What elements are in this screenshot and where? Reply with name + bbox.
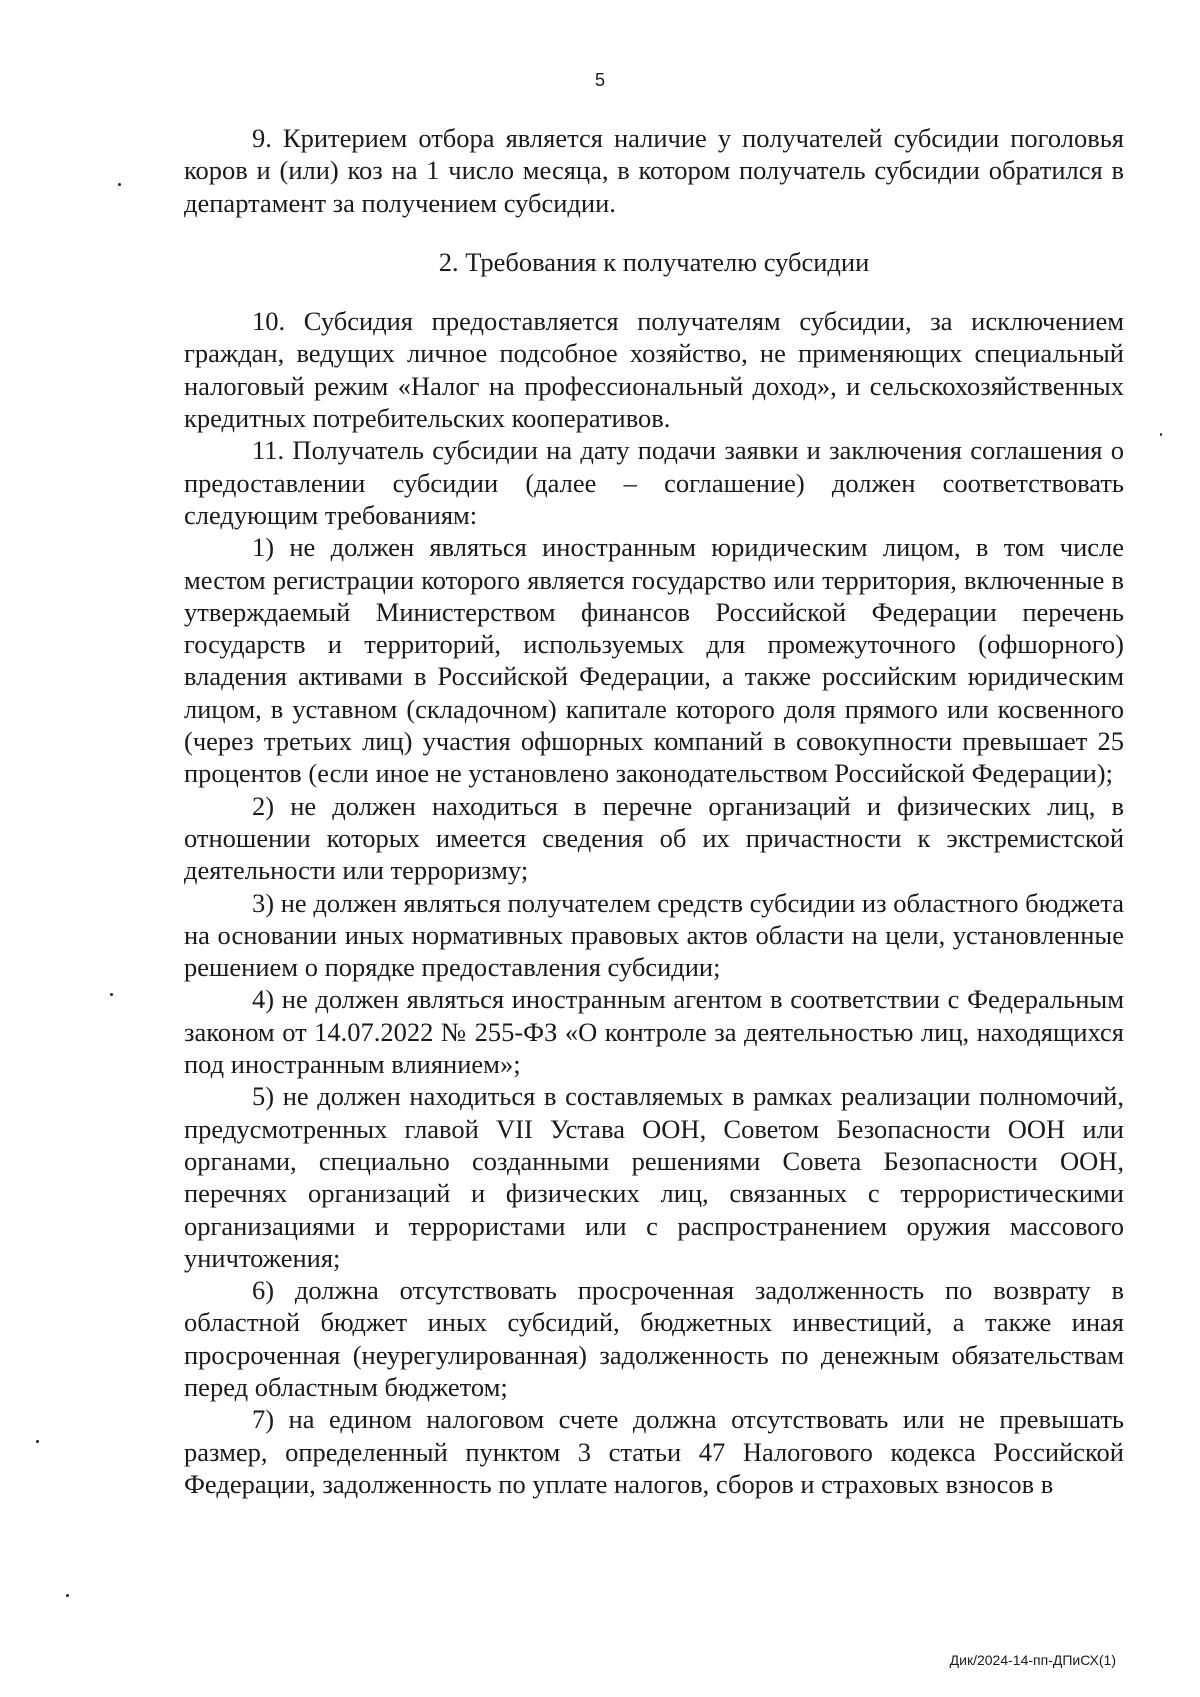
requirement-item-2: 2) не должен находиться в перечне организаций и физических лиц, в отношении которых имеется сведения об их причастности к экстремистской деятельности или терроризму;	[184, 790, 1124, 886]
scan-speck	[1160, 433, 1162, 436]
paragraph-10: 10. Субсидия предоставляется получателям субсидии, за исключением граждан, ведущих личное подсобное хозяйство, не применяющих специальный налоговый режим «Налог на профессиональный доход», и сельскохозяйственных кредитных потребительских кооперативов.	[184, 306, 1124, 434]
scan-speck	[110, 993, 113, 996]
scan-speck	[36, 1440, 39, 1443]
scan-speck	[66, 1594, 69, 1597]
requirement-item-4: 4) не должен являться иностранным агентом в соответствии с Федеральным законом от 14.07.2022 № 255-ФЗ «О контроле за деятельностью лиц, находящихся под иностранным влиянием»;	[184, 984, 1124, 1080]
page-number: 5	[594, 70, 605, 90]
spacer	[184, 219, 1124, 246]
requirement-item-1: 1) не должен являться иностранным юридическим лицом, в том числе местом регистрации которого является государство или территория, включенные в утверждаемый Министерством финансов Российской Федерации перечень государств и территорий, используемых для промежуточного (офшорного) владения активами в Российской Федерации, а также российским юридическим лицом, в уставном (складочном) капитале которого доля прямого или косвенного (через третьих лиц) участия офшорных компаний в совокупности превышает 25 процентов (если иное не установлено законодательством Российской Федерации);	[184, 532, 1124, 789]
spacer	[184, 278, 1124, 305]
document-body	[184, 122, 1124, 1500]
paragraph-11: 11. Получатель субсидии на дату подачи заявки и заключения соглашения о предоставлении субсидии (далее – соглашение) должен соответствовать следующим требованиям:	[184, 435, 1124, 530]
requirement-item-6: 6) должна отсутствовать просроченная задолженность по возврату в областной бюджет иных субсидий, бюджетных инвестиций, а также иная просроченная (неурегулированная) задолженность по денежным обязательствам перед областным бюджетом;	[184, 1275, 1124, 1402]
requirement-item-5: 5) не должен находиться в составляемых в рамках реализации полномочий, предусмотренных главой VII Устава ООН, Советом Безопасности ООН или органами, специально созданными решениями Совета Безопасности ООН, перечнях организаций и физических лиц, связанных с террористическими организациями и террористами или с распространением оружия массового уничтожения;	[184, 1081, 1124, 1273]
scan-speck	[118, 183, 121, 186]
document-code: Дик/2024-14-пп-ДПиСХ(1)	[949, 1652, 1116, 1668]
requirement-item-7: 7) на едином налоговом счете должна отсутствовать или не превышать размер, определенный пунктом 3 статьи 47 Налогового кодекса Российской Федерации, задолженность по уплате налогов, сборов и страховых взносов в	[184, 1404, 1124, 1499]
section-heading: 2. Требования к получателю субсидии	[438, 246, 870, 277]
paragraph-9: 9. Критерием отбора является наличие у получателей субсидии поголовья коров и (или) коз на 1 число месяца, в котором получатель субсидии обратился в департамент за получением субсидии.	[184, 123, 1124, 218]
requirement-item-3: 3) не должен являться получателем средств субсидии из областного бюджета на основании иных нормативных правовых актов области на цели, установленные решением о порядке предоставления субсидии;	[184, 887, 1124, 983]
